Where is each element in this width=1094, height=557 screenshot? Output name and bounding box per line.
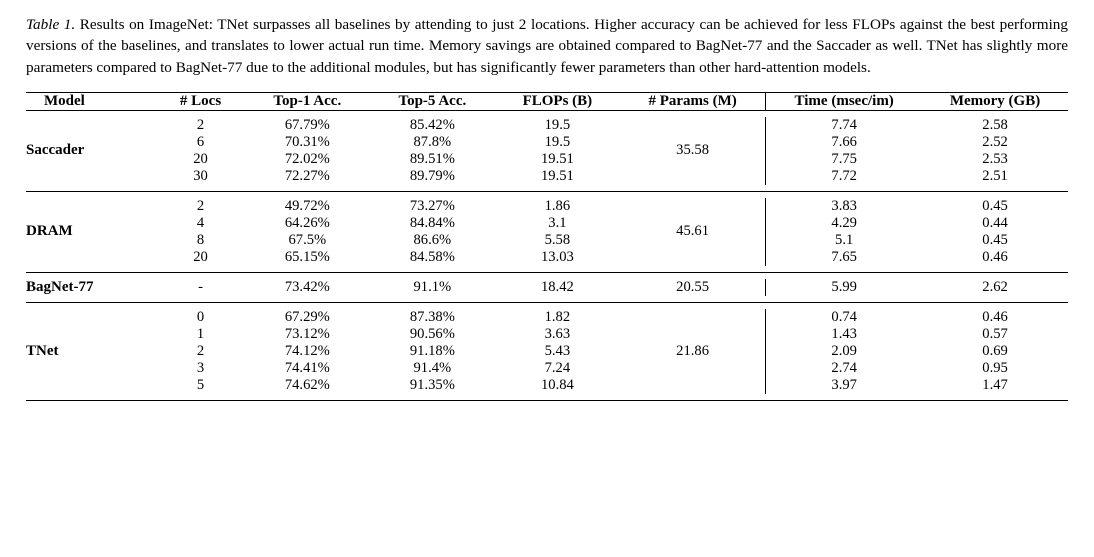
results-table <box>26 92 1068 401</box>
table-row <box>26 215 1068 232</box>
col-header-model: Model <box>44 92 85 109</box>
cell-top1: 49.72% <box>284 197 330 214</box>
cell-locs: 1 <box>196 325 205 342</box>
cell-top1: 73.12% <box>284 325 330 342</box>
cell-flops: 1.86 <box>544 197 571 214</box>
cell-top1: 73.42% <box>284 278 330 295</box>
cell-top5: 90.56% <box>409 325 455 342</box>
table-row <box>26 168 1068 185</box>
cell-flops: 3.1 <box>548 214 567 231</box>
cell-params-dram: 45.61 <box>676 223 710 240</box>
cell-locs: 4 <box>196 214 205 231</box>
table-caption <box>26 14 1068 78</box>
cell-memory: 2.51 <box>982 167 1008 184</box>
cell-time: 7.72 <box>766 168 922 185</box>
cell-locs: 8 <box>196 231 205 248</box>
cell-flops: 7.24 <box>544 359 571 376</box>
cell-params-saccader: 35.58 <box>676 142 710 159</box>
table-row <box>26 151 1068 168</box>
cell-top1: 64.26% <box>284 214 330 231</box>
table-row <box>26 309 1068 326</box>
cell-locs: - <box>198 278 203 295</box>
bottom-rule <box>26 400 1068 401</box>
cell-time: 7.74 <box>766 117 922 134</box>
cell-top5: 91.18% <box>409 342 455 359</box>
col-header-memory: Memory (GB) <box>949 92 1041 109</box>
cell-flops: 10.84 <box>540 376 574 393</box>
cell-top1: 65.15% <box>284 248 330 265</box>
col-header-flops: FLOPs (B) <box>522 92 593 109</box>
cell-time: 2.74 <box>766 360 922 377</box>
cell-memory: 0.46 <box>982 248 1008 265</box>
cell-flops: 19.51 <box>540 167 574 184</box>
table-row <box>26 198 1068 215</box>
cell-top1: 74.41% <box>284 359 330 376</box>
cell-memory: 0.45 <box>982 197 1008 214</box>
cell-time: 1.43 <box>766 326 922 343</box>
table-row <box>26 326 1068 343</box>
cell-memory: 0.46 <box>982 308 1008 325</box>
cell-top5: 91.35% <box>409 376 455 393</box>
cell-top5: 87.38% <box>409 308 455 325</box>
model-label-saccader: Saccader <box>26 142 85 159</box>
cell-top5: 91.1% <box>413 278 452 295</box>
cell-top5: 91.4% <box>413 359 452 376</box>
cell-top5: 87.8% <box>413 133 452 150</box>
cell-top5: 84.58% <box>409 248 455 265</box>
table-row <box>26 377 1068 394</box>
table-header <box>26 92 1068 111</box>
cell-locs: 5 <box>196 376 205 393</box>
cell-params-tnet: 21.86 <box>676 342 710 359</box>
cell-flops: 5.43 <box>544 342 571 359</box>
cell-top1: 67.29% <box>284 308 330 325</box>
col-header-locs: # Locs <box>179 92 222 109</box>
model-label-tnet: TNet <box>26 342 59 359</box>
cell-time: 2.09 <box>766 343 922 360</box>
cell-top5: 86.6% <box>413 231 452 248</box>
cell-params-bagnet77: 20.55 <box>676 278 710 295</box>
table-row <box>26 232 1068 249</box>
cell-flops: 3.63 <box>544 325 571 342</box>
caption-text: Results on ImageNet: TNet surpasses all baselines by attending to just 2 locations. Higher accuracy can be achieved for less FLOPs against the best performing versions of the baselines, and translates to lower actual run time. Memory savings are obtained compared to BagNet-77 and the Saccader as well. TNet has slightly more parameters compared to BagNet-77 due to the additional modules, but has significantly fewer parameters than other hard-attention models. <box>26 16 1068 76</box>
table-body <box>26 110 1068 400</box>
cell-top1: 74.12% <box>284 342 330 359</box>
header-row <box>26 92 1068 110</box>
cell-locs: 3 <box>196 359 205 376</box>
cell-time: 7.65 <box>766 249 922 266</box>
cell-time: 5.1 <box>766 232 922 249</box>
cell-memory: 0.44 <box>982 214 1008 231</box>
cell-memory: 2.53 <box>982 150 1008 167</box>
cell-locs: 30 <box>193 167 208 184</box>
model-label-dram: DRAM <box>26 223 73 240</box>
cell-locs: 2 <box>196 197 205 214</box>
table-row <box>26 343 1068 360</box>
cell-time: 7.66 <box>766 134 922 151</box>
cell-memory: 2.62 <box>982 278 1008 295</box>
cell-memory: 1.47 <box>982 376 1008 393</box>
cell-top5: 85.42% <box>409 116 455 133</box>
cell-memory: 0.69 <box>982 342 1008 359</box>
cell-locs: 20 <box>193 248 208 265</box>
cell-time: 3.83 <box>766 198 922 215</box>
cell-memory: 0.45 <box>982 231 1008 248</box>
cell-memory: 0.57 <box>982 325 1008 342</box>
cell-top1: 67.5% <box>288 231 327 248</box>
table-row <box>26 134 1068 151</box>
cell-flops: 19.5 <box>544 116 571 133</box>
cell-locs: 20 <box>193 150 208 167</box>
cell-locs: 2 <box>196 116 205 133</box>
model-label-bagnet77: BagNet-77 <box>26 278 94 295</box>
cell-locs: 0 <box>196 308 205 325</box>
cell-locs: 2 <box>196 342 205 359</box>
col-header-top5: Top-5 Acc. <box>398 92 467 109</box>
caption-label: Table 1. <box>26 16 76 33</box>
cell-top1: 74.62% <box>284 376 330 393</box>
cell-memory: 0.95 <box>982 359 1008 376</box>
cell-flops: 13.03 <box>540 248 574 265</box>
cell-time: 7.75 <box>766 151 922 168</box>
cell-top1: 70.31% <box>284 133 330 150</box>
table-row <box>26 279 1068 296</box>
cell-top1: 72.02% <box>284 150 330 167</box>
cell-time: 0.74 <box>766 309 922 326</box>
cell-flops: 1.82 <box>544 308 571 325</box>
table-row <box>26 360 1068 377</box>
cell-memory: 2.58 <box>982 116 1008 133</box>
cell-top5: 89.79% <box>409 167 455 184</box>
cell-time: 5.99 <box>766 279 922 296</box>
cell-flops: 5.58 <box>544 231 571 248</box>
table-row <box>26 249 1068 266</box>
col-header-top1: Top-1 Acc. <box>273 92 342 109</box>
cell-top1: 67.79% <box>284 116 330 133</box>
cell-time: 3.97 <box>766 377 922 394</box>
col-header-params: # Params (M) <box>648 92 737 109</box>
cell-flops: 19.51 <box>540 150 574 167</box>
cell-top1: 72.27% <box>284 167 330 184</box>
col-header-time: Time (msec/im) <box>766 92 922 110</box>
cell-flops: 18.42 <box>540 278 574 295</box>
cell-top5: 73.27% <box>409 197 455 214</box>
cell-time: 4.29 <box>766 215 922 232</box>
cell-memory: 2.52 <box>982 133 1008 150</box>
cell-top5: 84.84% <box>409 214 455 231</box>
cell-flops: 19.5 <box>544 133 571 150</box>
table-row <box>26 117 1068 134</box>
cell-top5: 89.51% <box>409 150 455 167</box>
cell-locs: 6 <box>196 133 205 150</box>
